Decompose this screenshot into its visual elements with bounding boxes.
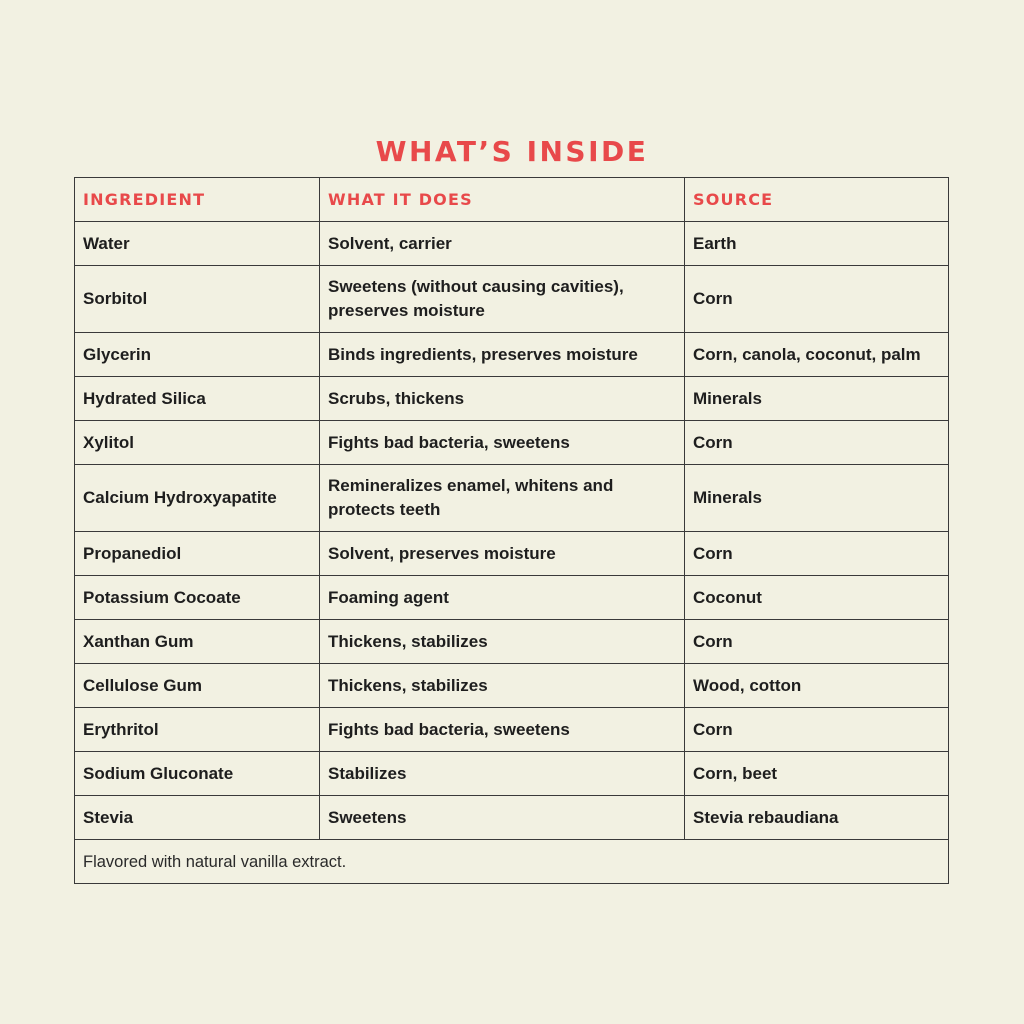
table-row [75, 708, 949, 752]
function-cell: Fights bad bacteria, sweetens [320, 421, 685, 465]
ingredient-cell: Sodium Gluconate [75, 752, 320, 796]
source-cell: Corn [685, 620, 949, 664]
function-cell: Sweetens [320, 796, 685, 840]
ingredient-cell: Calcium Hydroxyapatite [75, 465, 320, 532]
table-row [75, 620, 949, 664]
source-cell: Minerals [685, 377, 949, 421]
ingredient-cell: Cellulose Gum [75, 664, 320, 708]
header-what-it-does: WHAT IT DOES [320, 178, 685, 222]
table-row [75, 266, 949, 333]
ingredient-cell: Propanediol [75, 532, 320, 576]
table-row [75, 222, 949, 266]
source-cell: Earth [685, 222, 949, 266]
source-cell: Corn [685, 708, 949, 752]
function-cell: Solvent, carrier [320, 222, 685, 266]
table-row [75, 796, 949, 840]
source-cell: Corn, canola, coconut, palm [685, 333, 949, 377]
source-cell: Corn [685, 532, 949, 576]
table-row [75, 532, 949, 576]
function-cell: Solvent, preserves moisture [320, 532, 685, 576]
source-cell: Corn [685, 266, 949, 333]
header-source: SOURCE [685, 178, 949, 222]
footnote-row [75, 840, 949, 884]
ingredient-cell: Potassium Cocoate [75, 576, 320, 620]
function-cell: Foaming agent [320, 576, 685, 620]
function-cell: Sweetens (without causing cavities), preserves moisture [320, 266, 685, 333]
source-cell: Corn, beet [685, 752, 949, 796]
source-cell: Corn [685, 421, 949, 465]
ingredient-cell: Xylitol [75, 421, 320, 465]
ingredient-cell: Water [75, 222, 320, 266]
ingredient-cell: Sorbitol [75, 266, 320, 333]
ingredient-cell: Stevia [75, 796, 320, 840]
function-cell: Scrubs, thickens [320, 377, 685, 421]
function-cell: Fights bad bacteria, sweetens [320, 708, 685, 752]
table-row [75, 421, 949, 465]
ingredient-cell: Xanthan Gum [75, 620, 320, 664]
ingredient-cell: Erythritol [75, 708, 320, 752]
ingredient-cell: Glycerin [75, 333, 320, 377]
source-cell: Minerals [685, 465, 949, 532]
table-row [75, 752, 949, 796]
page-title: WHAT’S INSIDE [375, 135, 649, 168]
function-cell: Thickens, stabilizes [320, 664, 685, 708]
function-cell: Thickens, stabilizes [320, 620, 685, 664]
ingredients-table [74, 177, 949, 884]
source-cell: Stevia rebaudiana [685, 796, 949, 840]
table-row [75, 664, 949, 708]
function-cell: Binds ingredients, preserves moisture [320, 333, 685, 377]
table-row [75, 465, 949, 532]
footnote: Flavored with natural vanilla extract. [75, 840, 949, 884]
header-ingredient: INGREDIENT [75, 178, 320, 222]
source-cell: Coconut [685, 576, 949, 620]
table-row [75, 576, 949, 620]
table-row [75, 377, 949, 421]
source-cell: Wood, cotton [685, 664, 949, 708]
ingredient-cell: Hydrated Silica [75, 377, 320, 421]
table-row [75, 333, 949, 377]
table-header-row [75, 178, 949, 222]
function-cell: Remineralizes enamel, whitens and protects teeth [320, 465, 685, 532]
function-cell: Stabilizes [320, 752, 685, 796]
